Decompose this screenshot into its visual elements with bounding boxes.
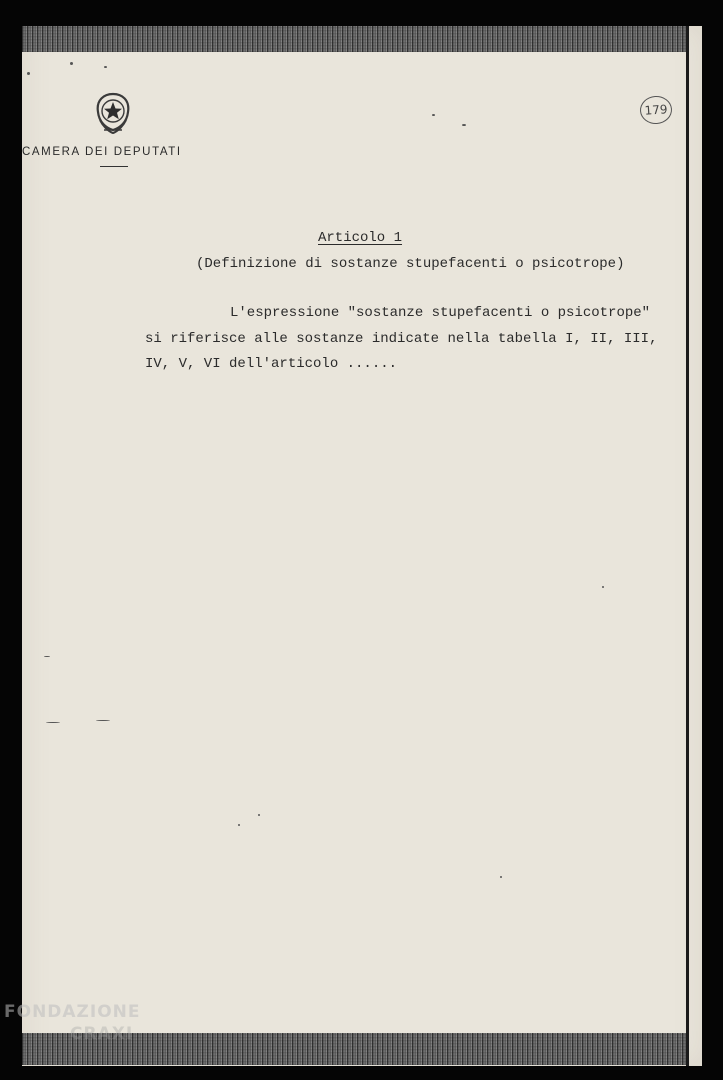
- scan-edge-right: [686, 26, 689, 1066]
- scan-speck: [258, 814, 260, 816]
- scan-speck: [27, 72, 30, 75]
- scan-border-top: [22, 26, 688, 52]
- scan-speck: [44, 656, 50, 657]
- scan-speck: [238, 824, 240, 826]
- article-text-line: L'espressione "sostanze stupefacenti o psicotrope": [230, 305, 651, 321]
- document-page: [22, 26, 702, 1066]
- scan-speck: [96, 720, 110, 721]
- scan-speck: [70, 62, 73, 65]
- scan-speck: [46, 722, 60, 723]
- article-text-line: si riferisce alle sostanze indicate nella tabella I, II, III,: [145, 331, 658, 347]
- scan-speck: [104, 66, 107, 68]
- scan-speck: [462, 124, 466, 126]
- scan-speck: [602, 586, 604, 588]
- article-title: Articolo 1: [318, 230, 403, 246]
- watermark-text: FONDAZIONE: [4, 1002, 141, 1022]
- page-number-stamp: 179: [639, 95, 673, 125]
- watermark-text: CRAXI: [70, 1024, 134, 1044]
- article-subtitle: (Definizione di sostanze stupefacenti o psicotrope): [196, 256, 625, 272]
- institution-name: CAMERA DEI DEPUTATI: [22, 146, 182, 158]
- scan-speck: [432, 114, 435, 116]
- institution-underline: [100, 166, 128, 167]
- italian-republic-emblem-icon: [92, 90, 134, 136]
- scan-speck: [500, 876, 502, 878]
- article-text-line: IV, V, VI dell'articolo ......: [145, 356, 398, 372]
